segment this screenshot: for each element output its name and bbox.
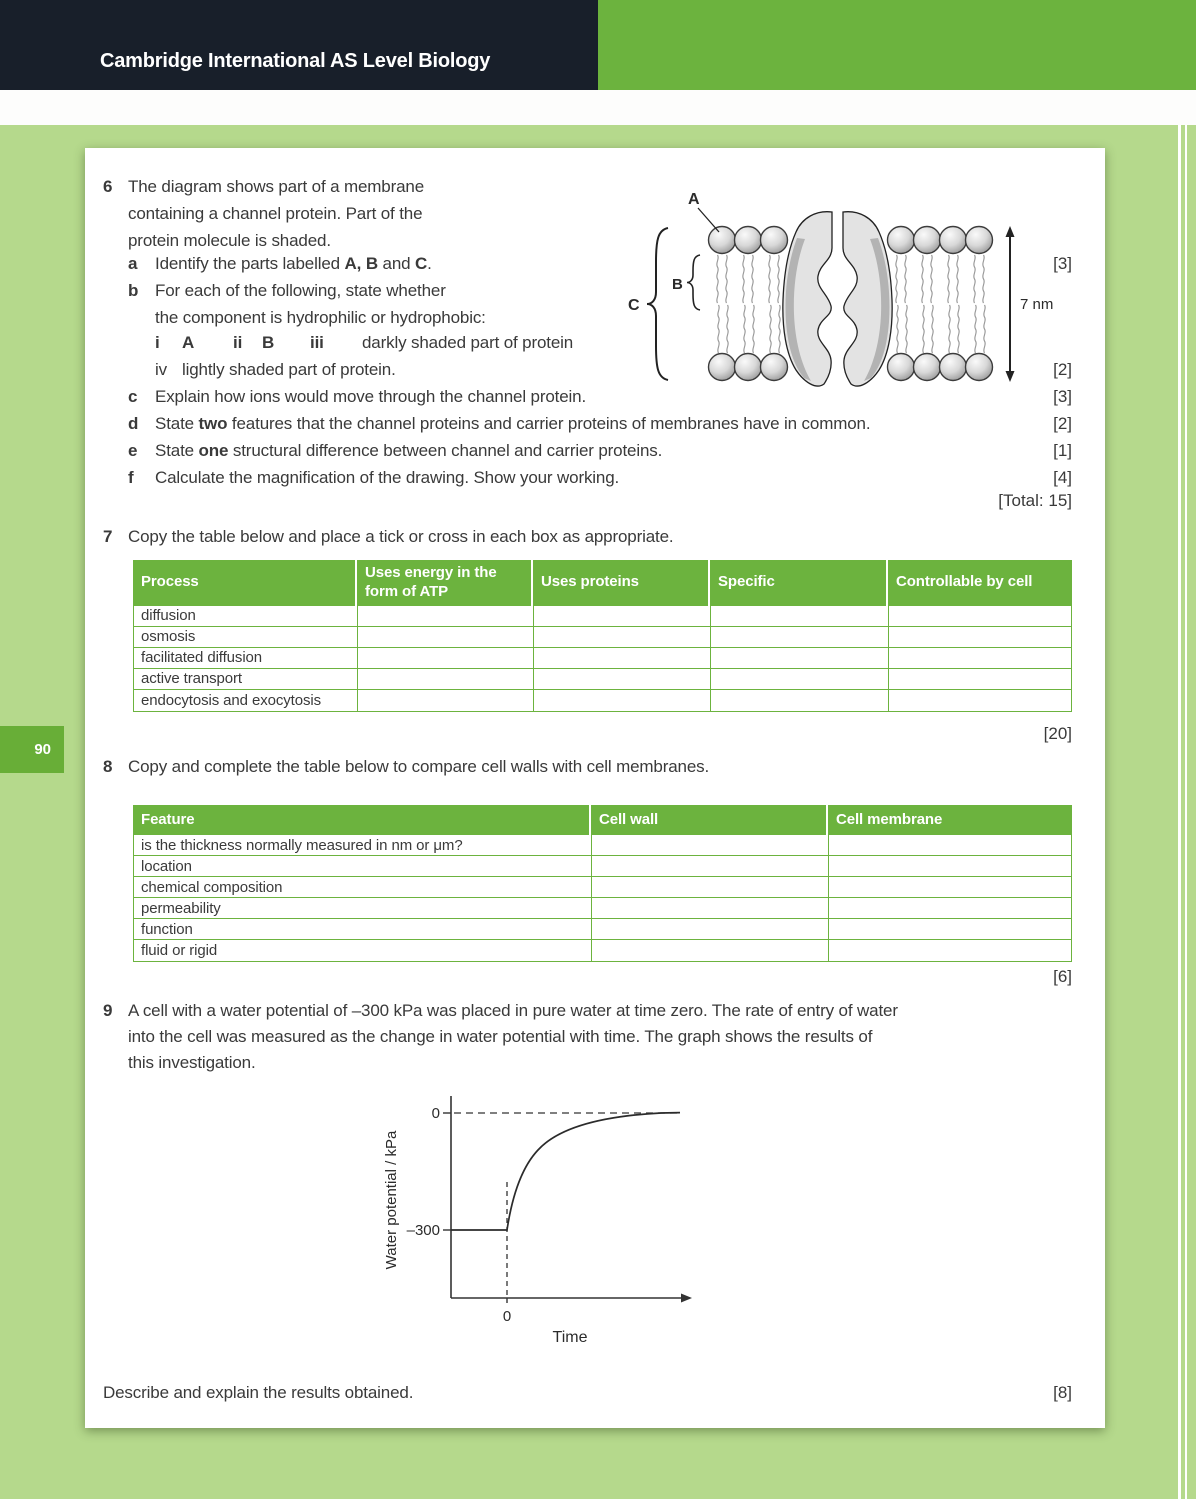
header-bar-dark	[0, 0, 598, 90]
q6-line3: protein molecule is shaded.	[128, 231, 331, 250]
q6-d-pre: State	[155, 414, 199, 433]
book-title: Cambridge International AS Level Biology	[100, 50, 491, 72]
table-row	[134, 835, 1071, 856]
q8-table	[133, 805, 1072, 962]
q6-f-mark: [4]	[1053, 468, 1072, 487]
q6-f-label: f	[128, 468, 134, 487]
q8-text: Copy and complete the table below to compare cell walls with cell membranes.	[128, 757, 710, 776]
q8-empty-cell	[592, 856, 829, 876]
q7-empty-cell	[711, 669, 889, 689]
q8-empty-cell	[829, 877, 1070, 897]
q7-empty-cell	[358, 627, 534, 647]
q8-row-label: location	[134, 856, 592, 876]
q6-part-e	[128, 442, 662, 459]
q6-b-iv-text: lightly shaded part of protein.	[182, 360, 396, 379]
q6-e-bold: one	[198, 441, 229, 460]
q8-empty-cell	[592, 919, 829, 939]
y-axis-title: Water potential / kPa	[383, 1130, 400, 1270]
q7-empty-cell	[534, 690, 711, 711]
q6-d-label: d	[128, 414, 139, 433]
q9-line3: this investigation.	[128, 1053, 256, 1072]
q9-stem	[103, 1002, 898, 1019]
header-bar-green	[598, 0, 1196, 90]
q7-table-header	[133, 560, 1072, 606]
diagram-label-b: B	[672, 276, 683, 293]
table-row	[134, 648, 1071, 669]
water-potential-graph	[330, 1080, 780, 1360]
y-label-neg300: –300	[406, 1222, 440, 1239]
q7-table	[133, 560, 1072, 712]
q6-b-roman-line	[155, 334, 573, 351]
label-a-pointer-line	[698, 208, 719, 232]
q8-col-cell-wall: Cell wall	[591, 805, 826, 835]
q8-empty-cell	[829, 856, 1070, 876]
q7-empty-cell	[889, 606, 1070, 626]
scale-label: 7 nm	[1020, 296, 1054, 313]
q8-empty-cell	[829, 919, 1070, 939]
q6-a-mark: [3]	[1053, 254, 1072, 273]
page-card	[85, 148, 1105, 1428]
table-row	[134, 669, 1071, 690]
q7-empty-cell	[889, 627, 1070, 647]
q7-row-label: facilitated diffusion	[134, 648, 358, 668]
q8-row-label: is the thickness normally measured in nm or μm?	[134, 835, 592, 855]
q6-c-text: Explain how ions would move through the channel protein.	[155, 387, 587, 406]
q6-number: 6	[103, 177, 113, 196]
q6-part-d	[128, 415, 870, 432]
q7-col-controllable: Controllable by cell	[888, 560, 1072, 606]
q7-empty-cell	[711, 648, 889, 668]
q6-b-ii: ii	[233, 333, 243, 352]
q7-mark: [20]	[1043, 724, 1072, 743]
x-axis-title: Time	[552, 1329, 588, 1346]
table-row	[134, 606, 1071, 627]
q8-empty-cell	[592, 940, 829, 961]
q6-c-label: c	[128, 387, 138, 406]
q7-empty-cell	[358, 690, 534, 711]
q7-empty-cell	[358, 648, 534, 668]
q8-table-header	[133, 805, 1072, 835]
q7-text: Copy the table below and place a tick or cross in each box as appropriate.	[128, 527, 674, 546]
q6-c-mark: [3]	[1053, 387, 1072, 406]
q7-empty-cell	[711, 627, 889, 647]
q7-col-specific: Specific	[710, 560, 886, 606]
scale-arrow-7nm	[1006, 226, 1054, 382]
q8-row-label: function	[134, 919, 592, 939]
q6-d-post: features that the channel proteins and carrier proteins of membranes have in common.	[227, 414, 871, 433]
q6-a-post: .	[427, 254, 432, 273]
q6-b-iii-text: darkly shaded part of protein	[362, 333, 574, 352]
q9-closing: Describe and explain the results obtained.	[103, 1383, 414, 1402]
table-row	[134, 919, 1071, 940]
page-number: 90	[34, 741, 51, 758]
q9-number: 9	[103, 1001, 113, 1020]
membrane-diagram	[620, 168, 1060, 408]
x-label-zero: 0	[502, 1308, 512, 1325]
table-row	[134, 627, 1071, 648]
y-label-zero: 0	[431, 1105, 440, 1122]
q6-d-bold: two	[198, 414, 228, 433]
right-pinstripe-1	[1178, 125, 1181, 1499]
q8-empty-cell	[592, 877, 829, 897]
q8-empty-cell	[829, 940, 1070, 961]
q6-a-bold1: A, B	[344, 254, 378, 273]
q8-empty-cell	[829, 898, 1070, 918]
q7-number: 7	[103, 527, 113, 546]
q6-part-b	[128, 282, 446, 299]
q8-row-label: permeability	[134, 898, 592, 918]
q6-b-i-A: A	[182, 333, 195, 352]
diagram-label-a: A	[688, 191, 700, 208]
q6-line2: containing a channel protein. Part of the	[128, 204, 423, 223]
q6-total-mark: [Total: 15]	[998, 491, 1072, 510]
q6-e-post: structural difference between channel and carrier proteins.	[228, 441, 663, 460]
x-axis-arrowhead	[681, 1294, 692, 1303]
table-row	[134, 856, 1071, 877]
q7-empty-cell	[711, 606, 889, 626]
table-row	[134, 690, 1071, 711]
q6-a-text: Identify the parts labelled	[155, 254, 345, 273]
brace-c	[647, 228, 668, 380]
q7-col-atp: Uses energy in the form of ATP	[357, 560, 531, 606]
q6-b-text2: the component is hydrophilic or hydrophobic:	[155, 308, 486, 327]
q6-b-ii-B: B	[262, 333, 275, 352]
right-pinstripe-2	[1185, 125, 1187, 1499]
q7-empty-cell	[711, 690, 889, 711]
table-row	[134, 877, 1071, 898]
diagram-label-c: C	[628, 297, 640, 314]
q8-empty-cell	[829, 835, 1070, 855]
q7-empty-cell	[358, 669, 534, 689]
q7-empty-cell	[358, 606, 534, 626]
q6-b-iii: iii	[310, 333, 324, 352]
q6-line1: The diagram shows part of a membrane	[128, 177, 425, 196]
q7-empty-cell	[534, 648, 711, 668]
q9-line1: A cell with a water potential of –300 kPa was placed in pure water at time zero. The rate of entry of water	[128, 1001, 898, 1020]
q6-b-i: i	[155, 333, 160, 352]
q8-row-label: fluid or rigid	[134, 940, 592, 961]
water-potential-curve	[451, 1113, 680, 1230]
q7-empty-cell	[889, 690, 1070, 711]
q8-table-body	[133, 835, 1072, 962]
q8-empty-cell	[592, 835, 829, 855]
brace-b	[687, 255, 700, 310]
q9-line2: into the cell was measured as the change in water potential with time. The graph shows the results of	[128, 1027, 873, 1046]
table-row	[134, 898, 1071, 919]
q6-e-label: e	[128, 441, 138, 460]
q8-stem	[103, 758, 709, 775]
q8-empty-cell	[592, 898, 829, 918]
q7-row-label: osmosis	[134, 627, 358, 647]
page-number-tab	[0, 726, 64, 773]
q6-a-bold2: C	[415, 254, 428, 273]
q8-row-label: chemical composition	[134, 877, 592, 897]
q6-b-text1: For each of the following, state whether	[155, 281, 446, 300]
q7-row-label: active transport	[134, 669, 358, 689]
q6-part-a	[128, 255, 432, 272]
table-row	[134, 940, 1071, 961]
q6-e-mark: [1]	[1053, 441, 1072, 460]
q7-empty-cell	[889, 669, 1070, 689]
q6-part-c	[128, 388, 586, 405]
q8-number: 8	[103, 757, 113, 776]
q7-empty-cell	[534, 669, 711, 689]
q7-row-label: endocytosis and exocytosis	[134, 690, 358, 711]
q8-mark: [6]	[1053, 967, 1072, 986]
q7-col-proteins: Uses proteins	[533, 560, 708, 606]
q7-col-process: Process	[133, 560, 355, 606]
q7-empty-cell	[534, 627, 711, 647]
q6-b-mark: [2]	[1053, 360, 1072, 379]
q7-stem	[103, 528, 674, 545]
q8-col-cell-membrane: Cell membrane	[828, 805, 1072, 835]
q6-b-iv: iv	[155, 360, 167, 379]
q7-empty-cell	[889, 648, 1070, 668]
q6-a-label: a	[128, 254, 138, 273]
channel-protein	[783, 212, 892, 386]
q6-e-pre: State	[155, 441, 199, 460]
header-divider-band	[0, 90, 1196, 125]
q6-b-label: b	[128, 281, 139, 300]
q6-d-mark: [2]	[1053, 414, 1072, 433]
q7-table-body	[133, 606, 1072, 712]
q7-empty-cell	[534, 606, 711, 626]
q8-col-feature: Feature	[133, 805, 589, 835]
q6-f-text: Calculate the magnification of the drawing. Show your working.	[155, 468, 620, 487]
q6-part-f	[128, 469, 619, 486]
q6-a-mid: and	[377, 254, 416, 273]
q6-b-iv-line	[155, 361, 396, 378]
q7-row-label: diffusion	[134, 606, 358, 626]
q9-mark: [8]	[1053, 1383, 1072, 1402]
